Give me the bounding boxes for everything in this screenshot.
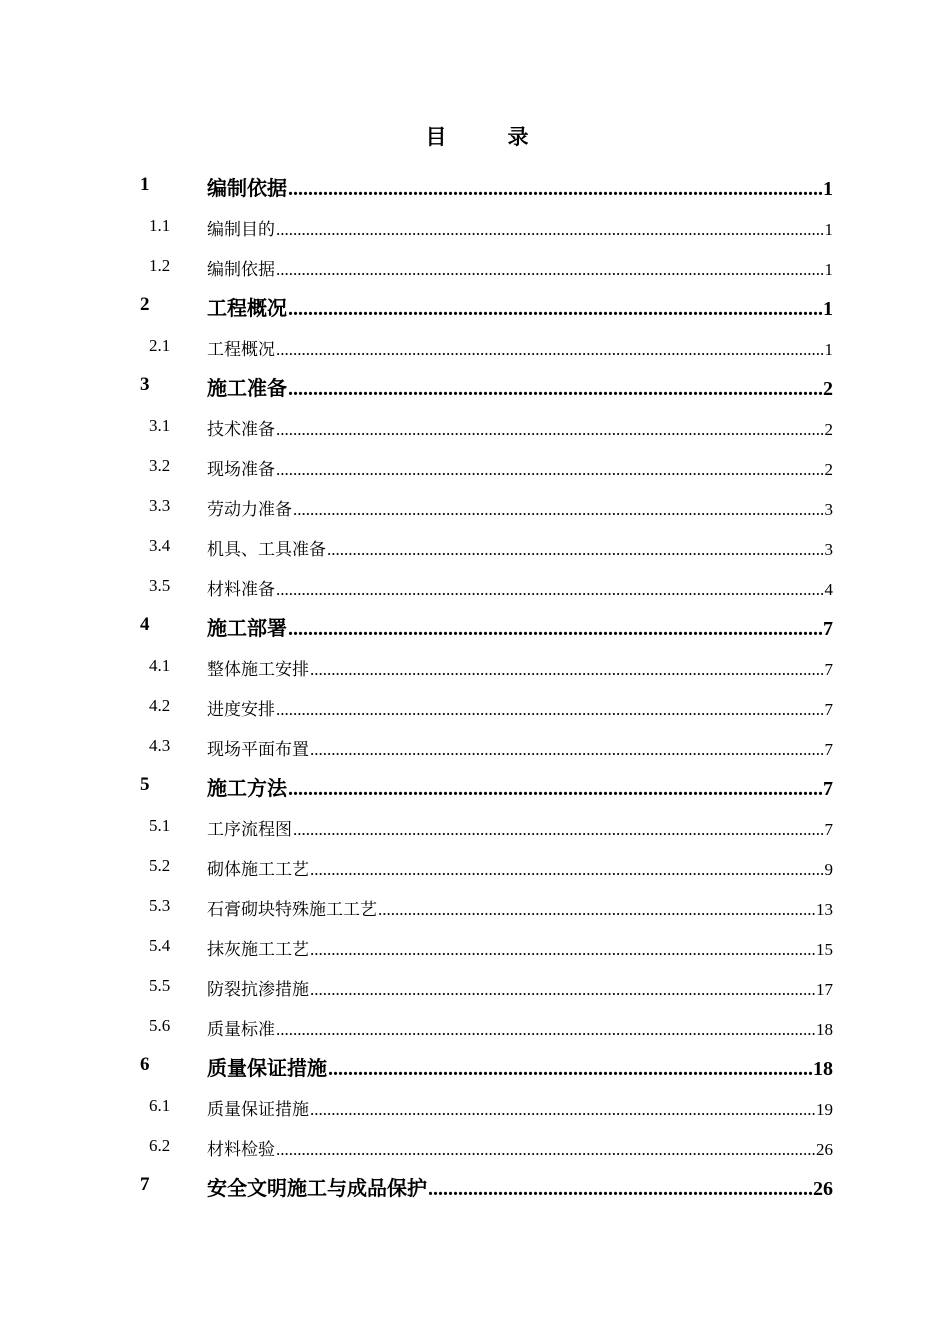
toc-entry-number: 3.4	[149, 536, 171, 555]
toc-entry-line	[207, 415, 833, 440]
toc-page-number: 4	[824, 580, 833, 599]
toc-entry-line	[207, 215, 833, 240]
toc-page-number: 18	[813, 1058, 833, 1080]
toc-entry-title: 编制依据	[207, 176, 287, 200]
toc-dot-leader	[310, 860, 824, 880]
toc-entry-title: 材料检验	[207, 1140, 275, 1160]
toc-entry-line	[207, 372, 833, 401]
toc-entry-line	[207, 612, 833, 641]
toc-page-number: 1	[824, 340, 833, 359]
toc-section-entry[interactable]	[0, 206, 950, 246]
toc-chapter-entry[interactable]	[0, 166, 950, 206]
toc-entry-line	[207, 292, 833, 321]
toc-entry-title: 安全文明施工与成品保护	[207, 1176, 427, 1200]
toc-section-entry[interactable]	[0, 1086, 950, 1126]
toc-page-number: 2	[823, 378, 833, 400]
toc-dot-leader	[327, 540, 824, 560]
toc-entry-number: 6.2	[149, 1136, 171, 1155]
toc-entry-line	[207, 1052, 833, 1081]
toc-page-number: 13	[816, 900, 833, 919]
toc-entry-number: 6.1	[149, 1096, 171, 1115]
toc-entry-line	[207, 815, 833, 840]
toc-section-entry[interactable]	[0, 446, 950, 486]
toc-section-entry[interactable]	[0, 1126, 950, 1166]
toc-chapter-entry[interactable]	[0, 286, 950, 326]
toc-page-number: 7	[824, 660, 833, 679]
toc-dot-leader	[276, 580, 824, 600]
toc-entry-title: 进度安排	[207, 700, 275, 720]
toc-entry-title: 机具、工具准备	[207, 540, 326, 560]
toc-entry-title: 工序流程图	[207, 820, 292, 840]
toc-entry-title: 质量标准	[207, 1020, 275, 1040]
toc-entry-line	[207, 495, 833, 520]
toc-page-number: 2	[824, 420, 833, 439]
toc-entry-title: 石膏砌块特殊施工工艺	[207, 900, 377, 920]
toc-section-entry[interactable]	[0, 526, 950, 566]
toc-entry-line	[207, 255, 833, 280]
toc-entry-title: 现场平面布置	[207, 740, 309, 760]
toc-page-number: 9	[824, 860, 833, 879]
toc-page-number: 7	[824, 740, 833, 759]
toc-entry-number: 6	[140, 1054, 150, 1075]
toc-entry-number: 7	[140, 1174, 150, 1195]
toc-dot-leader	[276, 420, 824, 440]
toc-section-entry[interactable]	[0, 966, 950, 1006]
toc-entry-title: 质量保证措施	[207, 1056, 327, 1080]
toc-entry-line	[207, 1172, 833, 1201]
toc-entry-number: 5.3	[149, 896, 171, 915]
toc-entry-number: 1	[140, 174, 150, 195]
toc-entry-title: 施工方法	[207, 776, 287, 800]
toc-page-number: 7	[824, 700, 833, 719]
toc-section-entry[interactable]	[0, 246, 950, 286]
toc-entry-number: 1.1	[149, 216, 171, 235]
toc-entry-number: 5.6	[149, 1016, 171, 1035]
toc-section-entry[interactable]	[0, 566, 950, 606]
toc-page-number: 7	[823, 778, 833, 800]
toc-dot-leader	[276, 260, 824, 280]
toc-page-number: 1	[824, 220, 833, 239]
toc-entry-number: 5	[140, 774, 150, 795]
toc-page-number: 1	[824, 260, 833, 279]
toc-page-number: 26	[813, 1178, 833, 1200]
toc-dot-leader	[276, 220, 824, 240]
toc-entry-number: 5.5	[149, 976, 171, 995]
toc-entry-line	[207, 655, 833, 680]
toc-section-entry[interactable]	[0, 486, 950, 526]
toc-section-entry[interactable]	[0, 326, 950, 366]
toc-entry-line	[207, 695, 833, 720]
toc-entry-title: 技术准备	[207, 420, 275, 440]
toc-section-entry[interactable]	[0, 846, 950, 886]
toc-dot-leader	[428, 1176, 812, 1201]
toc-dot-leader	[288, 616, 822, 641]
toc-section-entry[interactable]	[0, 886, 950, 926]
toc-chapter-entry[interactable]	[0, 1046, 950, 1086]
toc-page-number: 1	[823, 178, 833, 200]
toc-entry-line	[207, 895, 833, 920]
toc-entry-title: 抹灰施工工艺	[207, 940, 309, 960]
toc-entry-title: 工程概况	[207, 296, 287, 320]
toc-dot-leader	[276, 700, 824, 720]
toc-entry-title: 砌体施工工艺	[207, 860, 309, 880]
toc-entry-number: 5.4	[149, 936, 171, 955]
toc-entry-line	[207, 335, 833, 360]
toc-entry-number: 3.3	[149, 496, 171, 515]
toc-entry-line	[207, 935, 833, 960]
toc-entry-number: 4.3	[149, 736, 171, 755]
toc-page-number: 17	[816, 980, 833, 999]
toc-dot-leader	[288, 776, 822, 801]
toc-entry-line	[207, 535, 833, 560]
toc-dot-leader	[293, 820, 824, 840]
toc-entry-number: 1.2	[149, 256, 171, 275]
toc-dot-leader	[288, 376, 822, 401]
toc-entry-number: 3.1	[149, 416, 171, 435]
toc-entry-number: 3.5	[149, 576, 171, 595]
toc-page-number: 7	[824, 820, 833, 839]
toc-chapter-entry[interactable]	[0, 766, 950, 806]
toc-entry-title: 编制目的	[207, 220, 275, 240]
toc-entry-line	[207, 1135, 833, 1160]
toc-entry-number: 4	[140, 614, 150, 635]
toc-entry-number: 4.1	[149, 656, 171, 675]
toc-entry-line	[207, 735, 833, 760]
toc-page-number: 26	[816, 1140, 833, 1159]
toc-dot-leader	[310, 1100, 815, 1120]
toc-dot-leader	[328, 1056, 812, 1081]
toc-entry-title: 整体施工安排	[207, 660, 309, 680]
toc-entry-title: 劳动力准备	[207, 500, 292, 520]
toc-section-entry[interactable]	[0, 646, 950, 686]
toc-page-number: 15	[816, 940, 833, 959]
toc-entry-number: 3.2	[149, 456, 171, 475]
toc-dot-leader	[276, 460, 824, 480]
toc-chapter-entry[interactable]	[0, 366, 950, 406]
toc-entry-title: 现场准备	[207, 460, 275, 480]
toc-entry-title: 防裂抗渗措施	[207, 980, 309, 1000]
toc-section-entry[interactable]	[0, 926, 950, 966]
toc-dot-leader	[288, 176, 822, 201]
toc-dot-leader	[276, 1020, 815, 1040]
toc-entry-line	[207, 455, 833, 480]
toc-section-entry[interactable]	[0, 726, 950, 766]
toc-page-number: 3	[824, 540, 833, 559]
toc-entry-title: 施工部署	[207, 616, 287, 640]
table-of-contents	[0, 166, 950, 1206]
toc-section-entry[interactable]	[0, 686, 950, 726]
toc-entry-line	[207, 575, 833, 600]
toc-entry-number: 2	[140, 294, 150, 315]
toc-section-entry[interactable]	[0, 406, 950, 446]
toc-dot-leader	[288, 296, 822, 321]
toc-entry-title: 施工准备	[207, 376, 287, 400]
toc-entry-title: 材料准备	[207, 580, 275, 600]
toc-dot-leader	[310, 660, 824, 680]
toc-entry-number: 5.1	[149, 816, 171, 835]
toc-entry-title: 编制依据	[207, 260, 275, 280]
toc-dot-leader	[310, 980, 815, 1000]
toc-section-entry[interactable]	[0, 1006, 950, 1046]
toc-dot-leader	[378, 900, 815, 920]
toc-entry-number: 3	[140, 374, 150, 395]
toc-entry-number: 4.2	[149, 696, 171, 715]
toc-page-number: 3	[824, 500, 833, 519]
toc-entry-title: 质量保证措施	[207, 1100, 309, 1120]
toc-entry-line	[207, 172, 833, 201]
toc-chapter-entry[interactable]	[0, 606, 950, 646]
toc-page-number: 19	[816, 1100, 833, 1119]
toc-entry-line	[207, 975, 833, 1000]
toc-entry-number: 2.1	[149, 336, 171, 355]
toc-entry-line	[207, 855, 833, 880]
toc-entry-line	[207, 1015, 833, 1040]
toc-page-number: 1	[823, 298, 833, 320]
toc-dot-leader	[310, 740, 824, 760]
toc-chapter-entry[interactable]	[0, 1166, 950, 1206]
toc-page-number: 7	[823, 618, 833, 640]
toc-entry-title: 工程概况	[207, 340, 275, 360]
toc-entry-number: 5.2	[149, 856, 171, 875]
toc-page-number: 18	[816, 1020, 833, 1039]
toc-dot-leader	[310, 940, 815, 960]
toc-title: 目 录	[425, 124, 549, 149]
toc-entry-line	[207, 772, 833, 801]
toc-dot-leader	[276, 340, 824, 360]
toc-entry-line	[207, 1095, 833, 1120]
toc-dot-leader	[276, 1140, 815, 1160]
toc-dot-leader	[293, 500, 824, 520]
toc-section-entry[interactable]	[0, 806, 950, 846]
toc-page-number: 2	[824, 460, 833, 479]
